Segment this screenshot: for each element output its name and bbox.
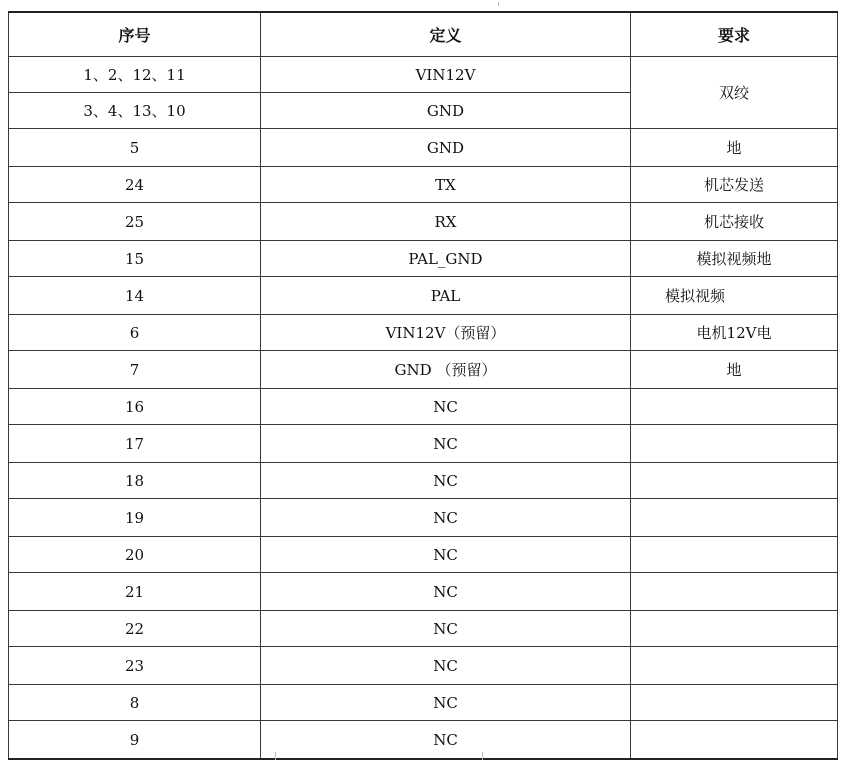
cell-definition: GND: [261, 129, 631, 167]
table-row: [9, 241, 838, 277]
cell-number: 14: [9, 277, 261, 315]
header-row: [9, 12, 838, 57]
header-requirement: 要求: [631, 12, 838, 57]
cell-requirement: [631, 537, 838, 573]
cell-definition: NC: [261, 537, 631, 573]
cell-requirement: [631, 685, 838, 721]
cell-requirement: 地: [631, 351, 838, 389]
cell-number: 25: [9, 203, 261, 241]
cell-number: 3、4、13、10: [9, 93, 261, 129]
table-row: [9, 499, 838, 537]
table-row: [9, 721, 838, 760]
cell-definition: VIN12V: [261, 57, 631, 93]
cell-definition: NC: [261, 425, 631, 463]
cell-definition: NC: [261, 463, 631, 499]
cell-requirement: [631, 647, 838, 685]
cell-requirement: [631, 611, 838, 647]
cell-requirement: 模拟视频地: [631, 241, 838, 277]
cell-requirement: [631, 425, 838, 463]
page-tick-mark: [275, 752, 276, 760]
cell-number: 21: [9, 573, 261, 611]
table-row: [9, 57, 838, 93]
table-row: [9, 647, 838, 685]
table-row: [9, 425, 838, 463]
cell-number: 15: [9, 241, 261, 277]
cell-definition: GND （预留）: [261, 351, 631, 389]
table-body: [9, 57, 838, 760]
cell-number: 5: [9, 129, 261, 167]
cell-number: 7: [9, 351, 261, 389]
cell-requirement: [631, 389, 838, 425]
cell-requirement: [631, 499, 838, 537]
cell-definition: NC: [261, 573, 631, 611]
cell-definition: VIN12V（预留）: [261, 315, 631, 351]
cell-definition: NC: [261, 389, 631, 425]
table-row: [9, 611, 838, 647]
cell-requirement: 地: [631, 129, 838, 167]
cell-number: 19: [9, 499, 261, 537]
cell-requirement: 电机12V电: [631, 315, 838, 351]
cell-definition: NC: [261, 721, 631, 760]
cell-requirement: [631, 573, 838, 611]
cell-requirement-merged: 双绞: [631, 57, 838, 129]
cell-definition: RX: [261, 203, 631, 241]
cell-number: 23: [9, 647, 261, 685]
cell-number: 6: [9, 315, 261, 351]
page-tick-mark: [498, 2, 499, 6]
cell-requirement: [631, 463, 838, 499]
cell-definition: GND: [261, 93, 631, 129]
cell-definition: PAL_GND: [261, 241, 631, 277]
cell-definition: PAL: [261, 277, 631, 315]
table-row: [9, 685, 838, 721]
cell-requirement: [631, 721, 838, 760]
table-row: [9, 129, 838, 167]
cell-definition: NC: [261, 611, 631, 647]
cell-number: 24: [9, 167, 261, 203]
cell-number: 17: [9, 425, 261, 463]
cell-number: 8: [9, 685, 261, 721]
cell-number: 9: [9, 721, 261, 760]
cell-number: 1、2、12、11: [9, 57, 261, 93]
cell-requirement: 模拟视频: [631, 277, 838, 315]
header-number: 序号: [9, 12, 261, 57]
table-row: [9, 573, 838, 611]
cell-number: 22: [9, 611, 261, 647]
table-row: [9, 277, 838, 315]
cell-number: 16: [9, 389, 261, 425]
cell-definition: TX: [261, 167, 631, 203]
pin-definition-table: [8, 11, 838, 760]
table-row: [9, 203, 838, 241]
table-row: [9, 463, 838, 499]
cell-number: 20: [9, 537, 261, 573]
cell-requirement: 机芯发送: [631, 167, 838, 203]
cell-definition: NC: [261, 685, 631, 721]
table-row: [9, 167, 838, 203]
cell-definition: NC: [261, 647, 631, 685]
header-definition: 定义: [261, 12, 631, 57]
table-header: [9, 12, 838, 57]
page-tick-mark: [482, 752, 483, 760]
cell-requirement: 机芯接收: [631, 203, 838, 241]
table-row: [9, 315, 838, 351]
cell-definition: NC: [261, 499, 631, 537]
table-row: [9, 351, 838, 389]
table-row: [9, 537, 838, 573]
cell-number: 18: [9, 463, 261, 499]
table-row: [9, 389, 838, 425]
